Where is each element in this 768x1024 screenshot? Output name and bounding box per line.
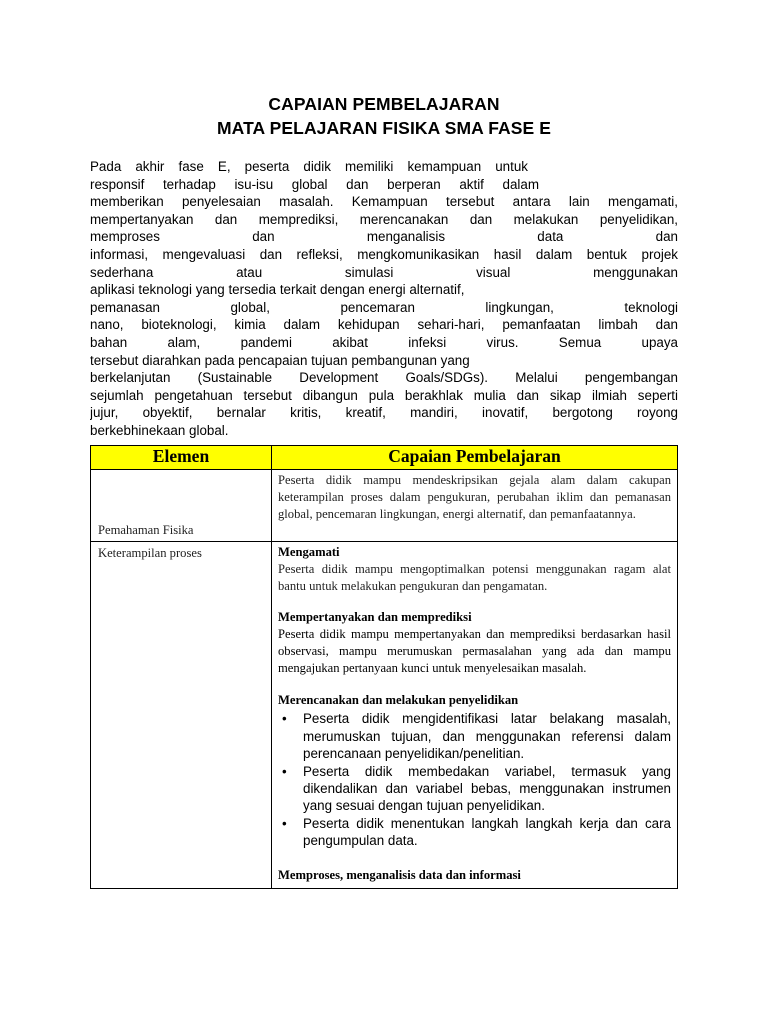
capaian-cell: Peserta didik mampu mendeskripsikan gejala alam dalam cakupan keterampilan proses dalam pengukuran, perubahan iklim dan pemanasan global, pencemaran lingkungan, energi alternatif, dan pemanfaatannya. — [272, 470, 678, 542]
intro-line: aplikasi teknologi yang tersedia terkait dengan energi alternatif, — [90, 282, 465, 298]
elemen-label: Pemahaman Fisika — [98, 523, 194, 538]
intro-line: responsif terhadap isu-isu global dan berperan aktif dalam — [90, 176, 539, 192]
document-title-line-1: CAPAIAN PEMBELAJARAN — [268, 94, 500, 114]
capaian-cell — [272, 542, 678, 889]
intro-line: pemanasan global, pencemaran lingkungan, teknologi — [90, 299, 678, 315]
section-heading: Mengamati — [278, 545, 340, 559]
intro-line: informasi, mengevaluasi dan refleksi, mengkomunikasikan hasil dalam bentuk projek — [90, 246, 678, 262]
bullet-icon: • — [282, 763, 287, 779]
intro-line: sejumlah pengetahuan tersebut dibangun pula berakhlak mulia dan sikap ilmiah seperti — [90, 387, 678, 403]
elemen-cell: Keterampilan proses — [91, 542, 272, 889]
intro-paragraph — [90, 158, 678, 440]
bullet-list — [278, 710, 671, 849]
list-item: • Peserta didik menentukan langkah langkah kerja dan cara pengumpulan data. — [282, 815, 671, 849]
intro-line: bahan alam, pandemi akibat infeksi virus. Semua upaya — [90, 334, 678, 350]
elemen-cell — [91, 470, 272, 542]
document-title-line-2: MATA PELAJARAN FISIKA SMA FASE E — [216, 118, 552, 138]
section-text: Peserta didik mampu mempertanyakan dan memprediksi berdasarkan hasil observasi, mampu merumuskan permasalahan yang ada dan mampu mengajukan pertanyaan kunci untuk menyelesaikan masalah. — [278, 627, 671, 675]
intro-line: berkelanjutan (Sustainable Development Goals/SDGs). Melalui pengembangan — [90, 370, 678, 386]
intro-line: berkebhinekaan global. — [90, 422, 229, 438]
intro-line: Pada akhir fase E, peserta didik memiliki kemampuan untuk — [90, 159, 528, 174]
intro-line: memproses dan menganalisis data dan — [90, 229, 678, 245]
intro-line: nano, bioteknologi, kimia dalam kehidupan sehari-hari, pemanfaatan limbah dan — [90, 317, 678, 333]
table-row — [91, 470, 678, 542]
section-text: Peserta didik mampu mengoptimalkan potensi menggunakan ragam alat bantu untuk melakukan pengukuran dan pengamatan. — [278, 561, 671, 593]
section-heading: Mempertanyakan dan memprediksi — [278, 610, 472, 625]
section-heading: Merencanakan dan melakukan penyelidikan — [278, 692, 519, 707]
intro-line: sederhana atau simulasi visual menggunakan — [90, 264, 678, 280]
table-header-row — [91, 446, 678, 470]
bullet-icon: • — [282, 711, 287, 727]
intro-line: memberikan penyelesaian masalah. Kemampuan tersebut antara lain mengamati, — [90, 194, 678, 210]
header-elemen: Elemen — [91, 446, 272, 470]
intro-line: tersebut diarahkan pada pencapaian tujuan pembangunan yang — [90, 352, 470, 368]
intro-line: mempertanyakan dan memprediksi, merencanakan dan melakukan penyelidikan, — [90, 211, 678, 227]
list-item: • Peserta didik mengidentifikasi latar belakang masalah, merumuskan tujuan, dan menggunakan referensi dalam perencanaan penyelidikan/penelitian. — [282, 711, 671, 762]
list-item: • Peserta didik membedakan variabel, termasuk yang dikendalikan dan variabel bebas, menggunakan instrumen yang sesuai dengan tujuan penyelidikan. — [282, 763, 671, 814]
table-row — [91, 542, 678, 889]
capaian-table — [90, 445, 678, 889]
intro-line: jujur, obyektif, bernalar kritis, kreatif, mandiri, inovatif, bergotong royong — [90, 405, 678, 421]
section-heading: Memproses, menganalisis data dan informasi — [278, 867, 521, 882]
bullet-icon: • — [282, 815, 287, 831]
header-capaian: Capaian Pembelajaran — [272, 446, 678, 470]
